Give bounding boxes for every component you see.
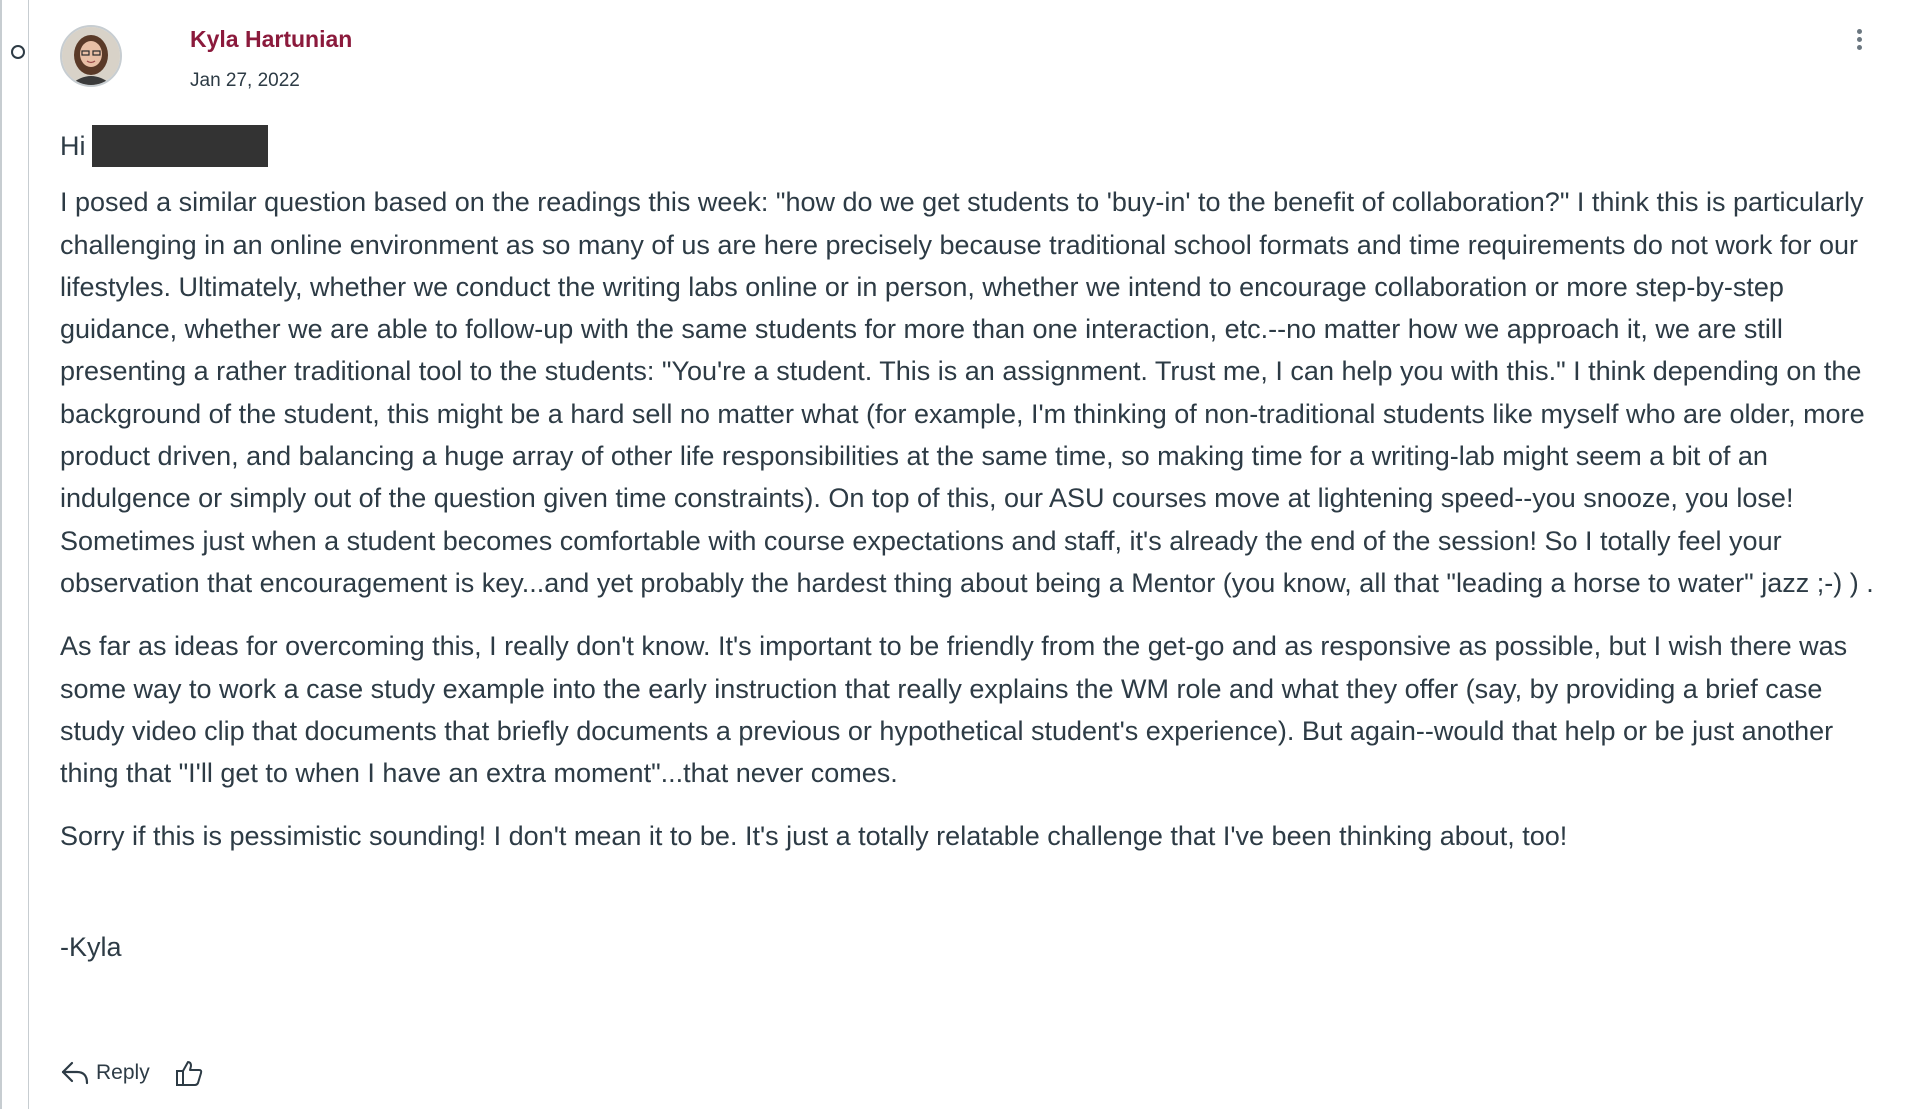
kebab-menu-icon[interactable] [1849, 26, 1869, 58]
greeting-text: Hi [60, 131, 86, 161]
unread-circle-icon[interactable] [11, 45, 25, 59]
avatar-portrait [62, 27, 120, 85]
author-name-link[interactable]: Kyla Hartunian [190, 26, 353, 52]
post-signoff: -Kyla [60, 931, 122, 962]
post-paragraph: I posed a similar question based on the readings this week: "how do we get students to 'buy-in' to the benefit of collaboration?" I think this is particularly challenging in an online environment as so many of us are here precisely because traditional school formats and time requirements do not work for our lifestyles. Ultimately, whether we conduct the writing labs online or in person, whether we intend to encourage collaboration or more step-by-step guidance, whether we are able to follow-up with the same students for more than one interaction, etc.--no matter how we approach it, we are still presenting a rather traditional tool to the students: "You're a student. This is an assignment. Trust me, I can help you with this." I think depending on the background of the student, this might be a hard sell no matter what (for example, I'm thinking of non-traditional students like myself who are older, more product driven, and balancing a huge array of other life responsibilities at the same time, so making time for a writing-lab might seem a bit of an indulgence or simply out of the question given time constraints). On top of this, our ASU courses move at lightening speed--you snooze, you lose! Sometimes just when a student becomes comfortable with course expectations and staff, it's already the end of the session! So I totally feel your observation that encouragement is key...and yet probably the hardest thing about being a Mentor (you know, all that "leading a horse to water" jazz ;-) ) . [60, 187, 1874, 598]
redacted-name-block [92, 125, 268, 167]
post-paragraph: Sorry if this is pessimistic sounding! I don't mean it to be. It's just a totally relatable challenge that I've been thinking about, too! [60, 821, 1568, 852]
post-date: Jan 27, 2022 [190, 70, 300, 91]
reply-button[interactable] [60, 1059, 150, 1087]
like-button[interactable] [174, 1058, 204, 1088]
reply-arrow-icon [60, 1059, 90, 1087]
reply-label: Reply [96, 1061, 150, 1084]
avatar[interactable] [60, 25, 122, 87]
greeting-line [60, 125, 1890, 167]
post-paragraph: As far as ideas for overcoming this, I really don't know. It's important to be friendly from the get-go and as responsive as possible, but I wish there was some way to work a case study example into the early instruction that really explains the WM role and what they offer (say, by providing a brief case study video clip that documents that briefly documents a previous or hypothetical student's experience). But again--would that help or be just another thing that "I'll get to when I have an extra moment"...that never comes. [60, 631, 1848, 789]
post-body [60, 125, 1890, 989]
thumbs-up-icon [174, 1058, 204, 1088]
thread-gutter [0, 0, 29, 1109]
post-actions [60, 1058, 204, 1088]
